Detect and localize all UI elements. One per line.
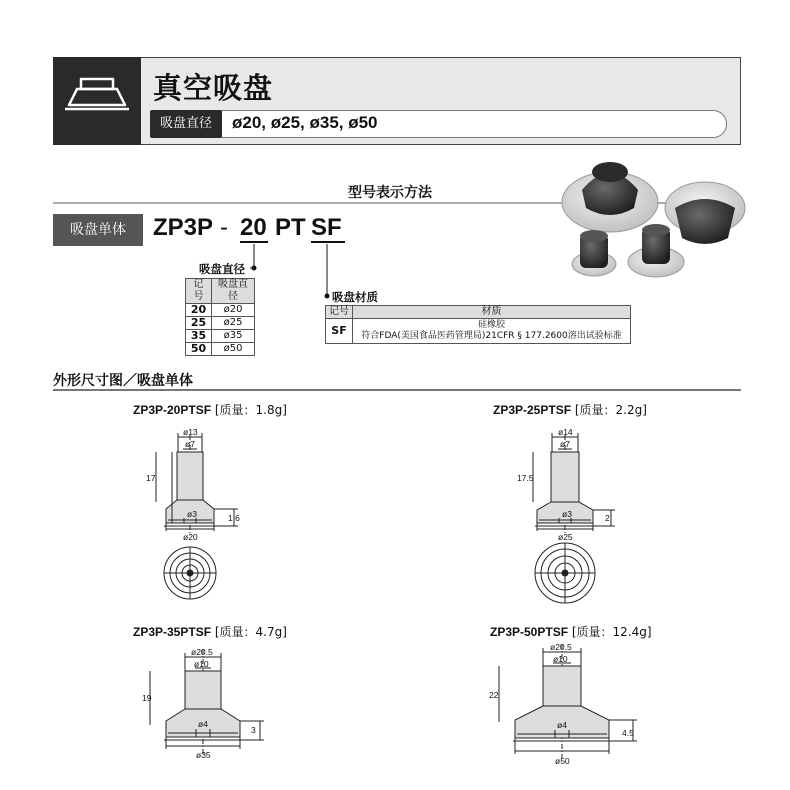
drawing-35-model: ZP3P-35PTSF xyxy=(133,625,212,639)
drawing-35 xyxy=(140,645,280,765)
drawing-20-top-dia: ø13 xyxy=(183,427,198,437)
table-cell: 50 xyxy=(186,343,212,356)
drawing-20 xyxy=(146,425,270,605)
material-table xyxy=(325,305,631,344)
drawing-50-top-dia: ø20.5 xyxy=(550,642,572,652)
drawing-25-hole: ø3 xyxy=(562,509,572,519)
drawing-25-base-dia: ø25 xyxy=(558,532,573,542)
drawing-25 xyxy=(515,425,635,605)
code-leader-lines xyxy=(0,0,790,300)
drawing-20-base-dia: ø20 xyxy=(183,532,198,542)
drawing-35-hole: ø4 xyxy=(198,719,208,729)
table-cell: 25 xyxy=(186,317,212,330)
code-pt: PT xyxy=(275,214,306,241)
table-cell: 20 xyxy=(186,304,212,317)
drawing-25-top-dia: ø14 xyxy=(558,427,573,437)
drawing-25-mass: [质量：2.2g] xyxy=(574,403,647,417)
table-cell: ø25 xyxy=(212,317,255,330)
table-cell: ø35 xyxy=(212,330,255,343)
drawing-20-model: ZP3P-20PTSF xyxy=(133,403,212,417)
drawing-35-mass: [质量：4.7g] xyxy=(214,625,287,639)
code-material: SF xyxy=(311,214,342,241)
drawing-50-height: 22 xyxy=(489,690,499,700)
table-row xyxy=(186,304,255,317)
drawing-35-top-dia: ø20.5 xyxy=(191,647,213,657)
diameter-table-header-dia: 吸盘直径 xyxy=(212,279,255,304)
drawing-20-title xyxy=(133,401,287,418)
table-row xyxy=(186,317,255,330)
drawing-50-model: ZP3P-50PTSF xyxy=(490,625,569,639)
material-table-header-material: 材质 xyxy=(353,306,631,319)
diameter-table-header-code: 记号 xyxy=(186,279,212,304)
single-pad-tag: 吸盘单体 xyxy=(53,214,143,246)
drawing-20-inner-dia: ø7 xyxy=(185,439,195,449)
diameter-table xyxy=(185,278,255,356)
material-label: 吸盘材质 xyxy=(332,290,378,304)
dimensions-section-title: 外形尺寸图／吸盘单体 xyxy=(53,373,193,389)
drawing-35-lip: 3 xyxy=(251,725,256,735)
code-dash: - xyxy=(220,214,228,241)
drawing-20-mass: [质量：1.8g] xyxy=(214,403,287,417)
code-prefix: ZP3P xyxy=(153,214,214,241)
page-title: 真空吸盘 xyxy=(153,71,274,105)
drawing-35-height: 19 xyxy=(142,693,152,703)
table-cell: 35 xyxy=(186,330,212,343)
drawing-25-inner-dia: ø7 xyxy=(560,439,570,449)
material-name: 硅橡胶 xyxy=(477,320,505,330)
drawing-50-lip: 4.5 xyxy=(622,728,634,738)
drawing-35-title xyxy=(133,623,287,640)
drawing-25-model: ZP3P-25PTSF xyxy=(493,403,572,417)
table-cell: ø50 xyxy=(212,343,255,356)
drawing-50-base-dia: ø50 xyxy=(555,756,570,766)
table-row xyxy=(186,343,255,356)
drawing-35-base-dia: ø35 xyxy=(196,750,211,760)
model-section-title: 型号表示方法 xyxy=(348,185,432,201)
size-list: ø20, ø25, ø35, ø50 xyxy=(232,113,378,132)
drawing-25-lip: 2 xyxy=(605,513,610,523)
drawing-20-hole: ø3 xyxy=(187,509,197,519)
drawing-50-mass: [质量：12.4g] xyxy=(571,625,652,639)
table-cell: ø20 xyxy=(212,304,255,317)
drawing-20-height: 17 xyxy=(146,473,156,483)
size-tag: 吸盘直径 xyxy=(150,110,222,138)
drawing-50-title xyxy=(490,623,652,640)
material-code: SF xyxy=(326,319,353,344)
material-note: 符合FDA(美国食品医药管理局)21CFR § 177.2600溶出试验标准 xyxy=(361,331,622,341)
code-size: 20 xyxy=(240,214,267,241)
drawing-50-hole: ø4 xyxy=(557,720,567,730)
drawing-25-height: 17.5 xyxy=(517,473,534,483)
drawing-20-lip: 1.6 xyxy=(228,513,240,523)
table-row xyxy=(326,319,631,344)
drawing-25-title xyxy=(493,401,647,418)
table-row xyxy=(186,330,255,343)
material-table-header-code: 记号 xyxy=(326,306,353,319)
diameter-label: 吸盘直径 xyxy=(199,262,245,276)
drawing-50 xyxy=(485,640,655,770)
drawing-35-inner-dia: ø10 xyxy=(194,659,209,669)
section-divider xyxy=(53,389,741,391)
drawing-50-inner-dia: ø10 xyxy=(553,654,568,664)
